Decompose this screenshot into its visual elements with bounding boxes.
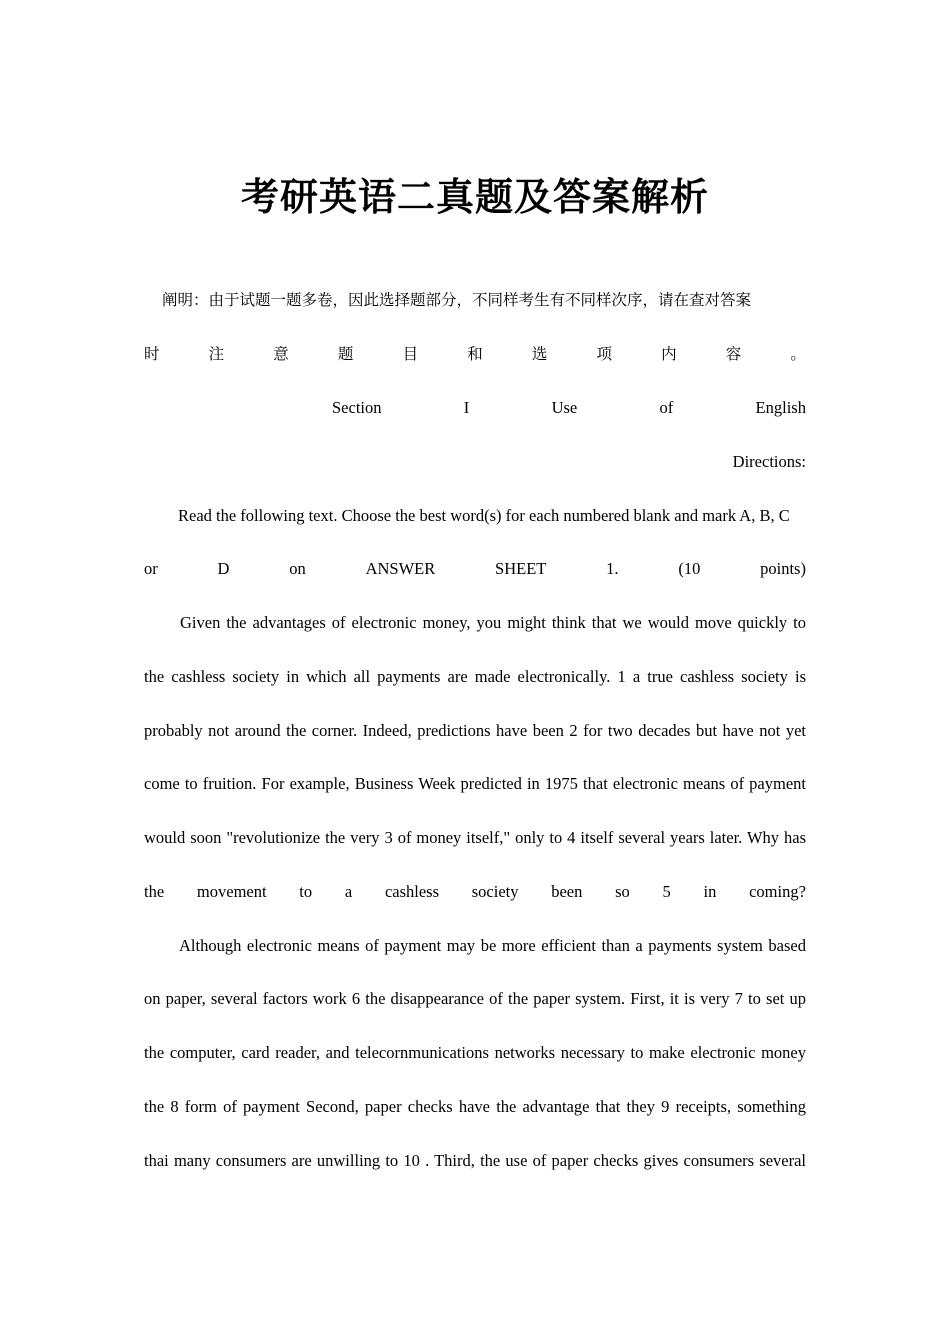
notice-char: 内 [661,345,677,363]
passage-word: coming? [749,882,806,901]
directions-word: ANSWER [365,559,436,578]
directions-word: on [289,559,306,578]
notice-char: 目 [402,345,419,363]
passage-line [144,1096,806,1118]
notice-line-2 [144,343,806,365]
notice-char: 。 [790,345,806,363]
notice-char: 时 [144,345,160,363]
passage-line [144,881,806,903]
notice-char: 项 [596,345,612,363]
passage-text: thai many consumers are unwilling to 10 . Third, the use of paper checks gives consumers several [144,1151,806,1170]
section-heading [332,397,806,419]
passage-text: probably not around the corner. Indeed, predictions have been 2 for two decades but have not yet [144,721,806,740]
passage-line [144,666,806,688]
passage-text: Although electronic means of payment may be more efficient than a payments system based [179,936,806,955]
passage-text: on paper, several factors work 6 the disappearance of the paper system. First, it is very 7 to set up [144,989,806,1008]
passage-line [144,988,806,1010]
passage-text: Given the advantages of electronic money, you might think that we would move quickly to [180,613,806,632]
passage-text: come to fruition. For example, Business Week predicted in 1975 that electronic means of payment [144,774,806,793]
directions-word: or [144,559,158,578]
notice-char: 题 [337,345,354,363]
directions-label: Directions: [732,452,806,471]
passage-line [179,935,806,957]
passage-word: the [144,882,165,901]
passage-text: the 8 form of payment Second, paper checks have the advantage that they 9 receipts, something [144,1097,806,1116]
document-title: 考研英语二真题及答案解析 [240,174,709,219]
directions-word: points) [760,559,806,578]
passage-line [144,1042,806,1064]
passage-word: been [551,882,583,901]
passage-line [144,773,806,795]
directions-word: D [217,559,230,578]
notice-char: 注 [208,345,225,363]
passage-line [144,1150,806,1172]
section-heading-word: Use [551,398,578,417]
notice-line-1: 阐明：由于试题一题多卷，因此选择题部分，不同样考生有不同样次序，请在查对答案 [162,291,752,309]
directions-word: (10 [678,559,701,578]
passage-line [144,827,806,849]
section-heading-word: English [755,398,806,417]
passage-word: a [344,882,353,901]
passage-word: cashless [384,882,440,901]
passage-line [144,720,806,742]
section-heading-word: of [659,398,674,417]
passage-word: so [615,882,630,901]
directions-word: SHEET [495,559,547,578]
section-heading-word: Section [332,398,382,417]
notice-char: 和 [467,345,483,363]
passage-word: in [703,882,717,901]
notice-char: 容 [725,345,742,363]
passage-word: to [299,882,313,901]
passage-text: the computer, card reader, and telecornmunications networks necessary to make electronic money [144,1043,806,1062]
directions-line-1: Read the following text. Choose the best word(s) for each numbered blank and mark A, B, C [178,506,790,525]
passage-word: society [471,882,519,901]
directions-line-2 [144,558,806,580]
notice-char: 意 [273,345,289,363]
notice-char: 选 [531,345,548,363]
passage-text: would soon "revolutionize the very 3 of money itself," only to 4 itself several years later. Why has [144,828,806,847]
passage-line [180,612,806,634]
passage-word: 5 [662,882,671,901]
directions-word: 1. [606,559,619,578]
section-heading-word: I [463,398,470,417]
passage-text: the cashless society in which all payments are made electronically. 1 a true cashless society is [144,667,806,686]
passage-word: movement [196,882,267,901]
